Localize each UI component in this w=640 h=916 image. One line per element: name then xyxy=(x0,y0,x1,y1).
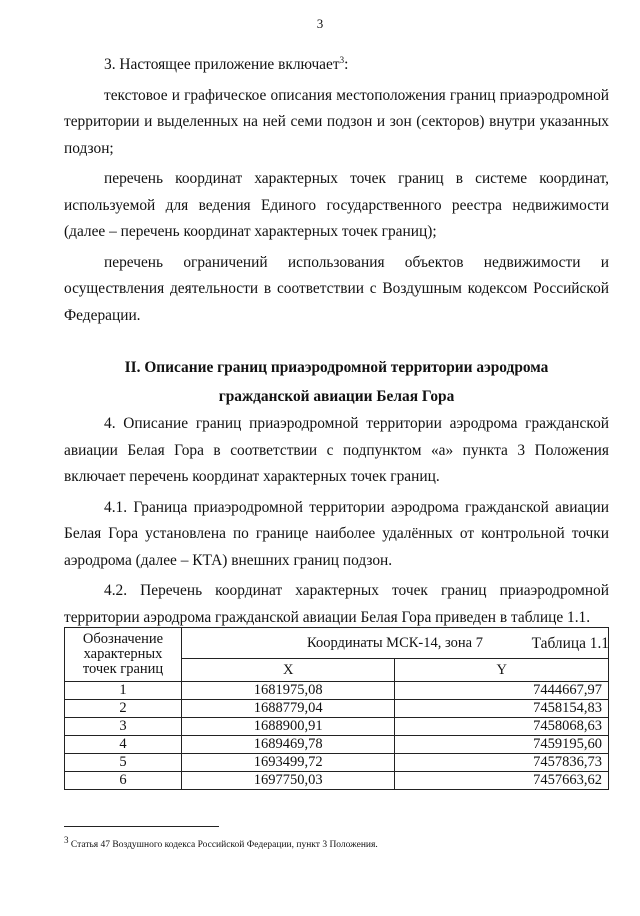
table-row xyxy=(65,754,609,772)
paragraph-4-1: 4.1. Граница приаэродромной территории аэродрома гражданской авиации Белая Гора установлена по границе наиболее удалённых от контрольной точки аэродрома (далее – КТА) внешних границ подзон. xyxy=(64,498,609,569)
footnote-divider xyxy=(64,826,219,827)
cell-y: 7457663,62 xyxy=(395,772,609,790)
cell-x: 1697750,03 xyxy=(182,772,395,790)
cell-x: 1689469,78 xyxy=(182,736,395,754)
header-y: Y xyxy=(395,659,609,682)
footnote-reference[interactable]: 3 xyxy=(339,54,345,65)
item-3-paragraph xyxy=(64,52,609,79)
footnote xyxy=(64,835,609,851)
cell-x: 1688900,91 xyxy=(182,718,395,736)
table-row xyxy=(65,682,609,700)
footnote-mark: 3 xyxy=(64,835,69,845)
cell-point: 3 xyxy=(65,718,182,736)
cell-point: 4 xyxy=(65,736,182,754)
cell-y: 7457836,73 xyxy=(395,754,609,772)
cell-point: 2 xyxy=(65,700,182,718)
table-row xyxy=(65,700,609,718)
section-heading-line1: II. Описание границ приаэродромной территории аэродрома xyxy=(124,359,549,376)
header-point-designation: Обозначение характерных точек границ xyxy=(65,628,182,682)
paragraph-4: 4. Описание границ приаэродромной территории аэродрома гражданской авиации Белая Гора в соответствии с подпунктом «а» пункта 3 Положения включает перечень координат характерных точек границ. xyxy=(64,415,609,485)
cell-point: 1 xyxy=(65,682,182,700)
paragraph-restrictions: перечень ограничений использования объектов недвижимости и осуществления деятельности в соответствии с Воздушным кодексом Российской Федерации. xyxy=(64,253,609,324)
page-number: 3 xyxy=(316,16,324,31)
footnote-text: Статья 47 Воздушного кодекса Российской Федерации, пункт 3 Положения. xyxy=(68,840,378,851)
paragraph-description: текстовое и графическое описания местоположения границ приаэродромной территории и выделенных на ней семи подзон и зон (секторов) внутри указанных подзон; xyxy=(64,86,609,157)
header-coordinates: Координаты МСК-14, зона 7 xyxy=(182,628,609,659)
table-row xyxy=(65,772,609,790)
section-heading xyxy=(64,353,609,411)
paragraph-coordinates: перечень координат характерных точек границ в системе координат, используемой для ведения Единого государственного реестра недвижимости (далее – перечень координат характерных точек границ); xyxy=(64,170,609,240)
section-heading-line2: гражданской авиации Белая Гора xyxy=(218,388,455,405)
cell-x: 1688779,04 xyxy=(182,700,395,718)
coordinates-table xyxy=(64,627,609,790)
paragraph-4-2: 4.2. Перечень координат характерных точек границ приаэродромной территории аэродрома гражданской авиации Белая Гора приведен в таблице 1.1. xyxy=(64,582,609,626)
cell-x: 1681975,08 xyxy=(182,682,395,700)
item-3-colon: : xyxy=(344,56,349,73)
cell-point: 5 xyxy=(65,754,182,772)
table-caption: Таблица 1.1 xyxy=(531,635,609,652)
header-x: X xyxy=(182,659,395,682)
cell-x: 1693499,72 xyxy=(182,754,395,772)
cell-y: 7459195,60 xyxy=(395,736,609,754)
item-3-text: 3. Настоящее приложение включает xyxy=(104,56,340,73)
document-body xyxy=(64,52,609,658)
cell-point: 6 xyxy=(65,772,182,790)
cell-y: 7458154,83 xyxy=(395,700,609,718)
table-row xyxy=(65,718,609,736)
table-row xyxy=(65,736,609,754)
cell-y: 7444667,97 xyxy=(395,682,609,700)
cell-y: 7458068,63 xyxy=(395,718,609,736)
